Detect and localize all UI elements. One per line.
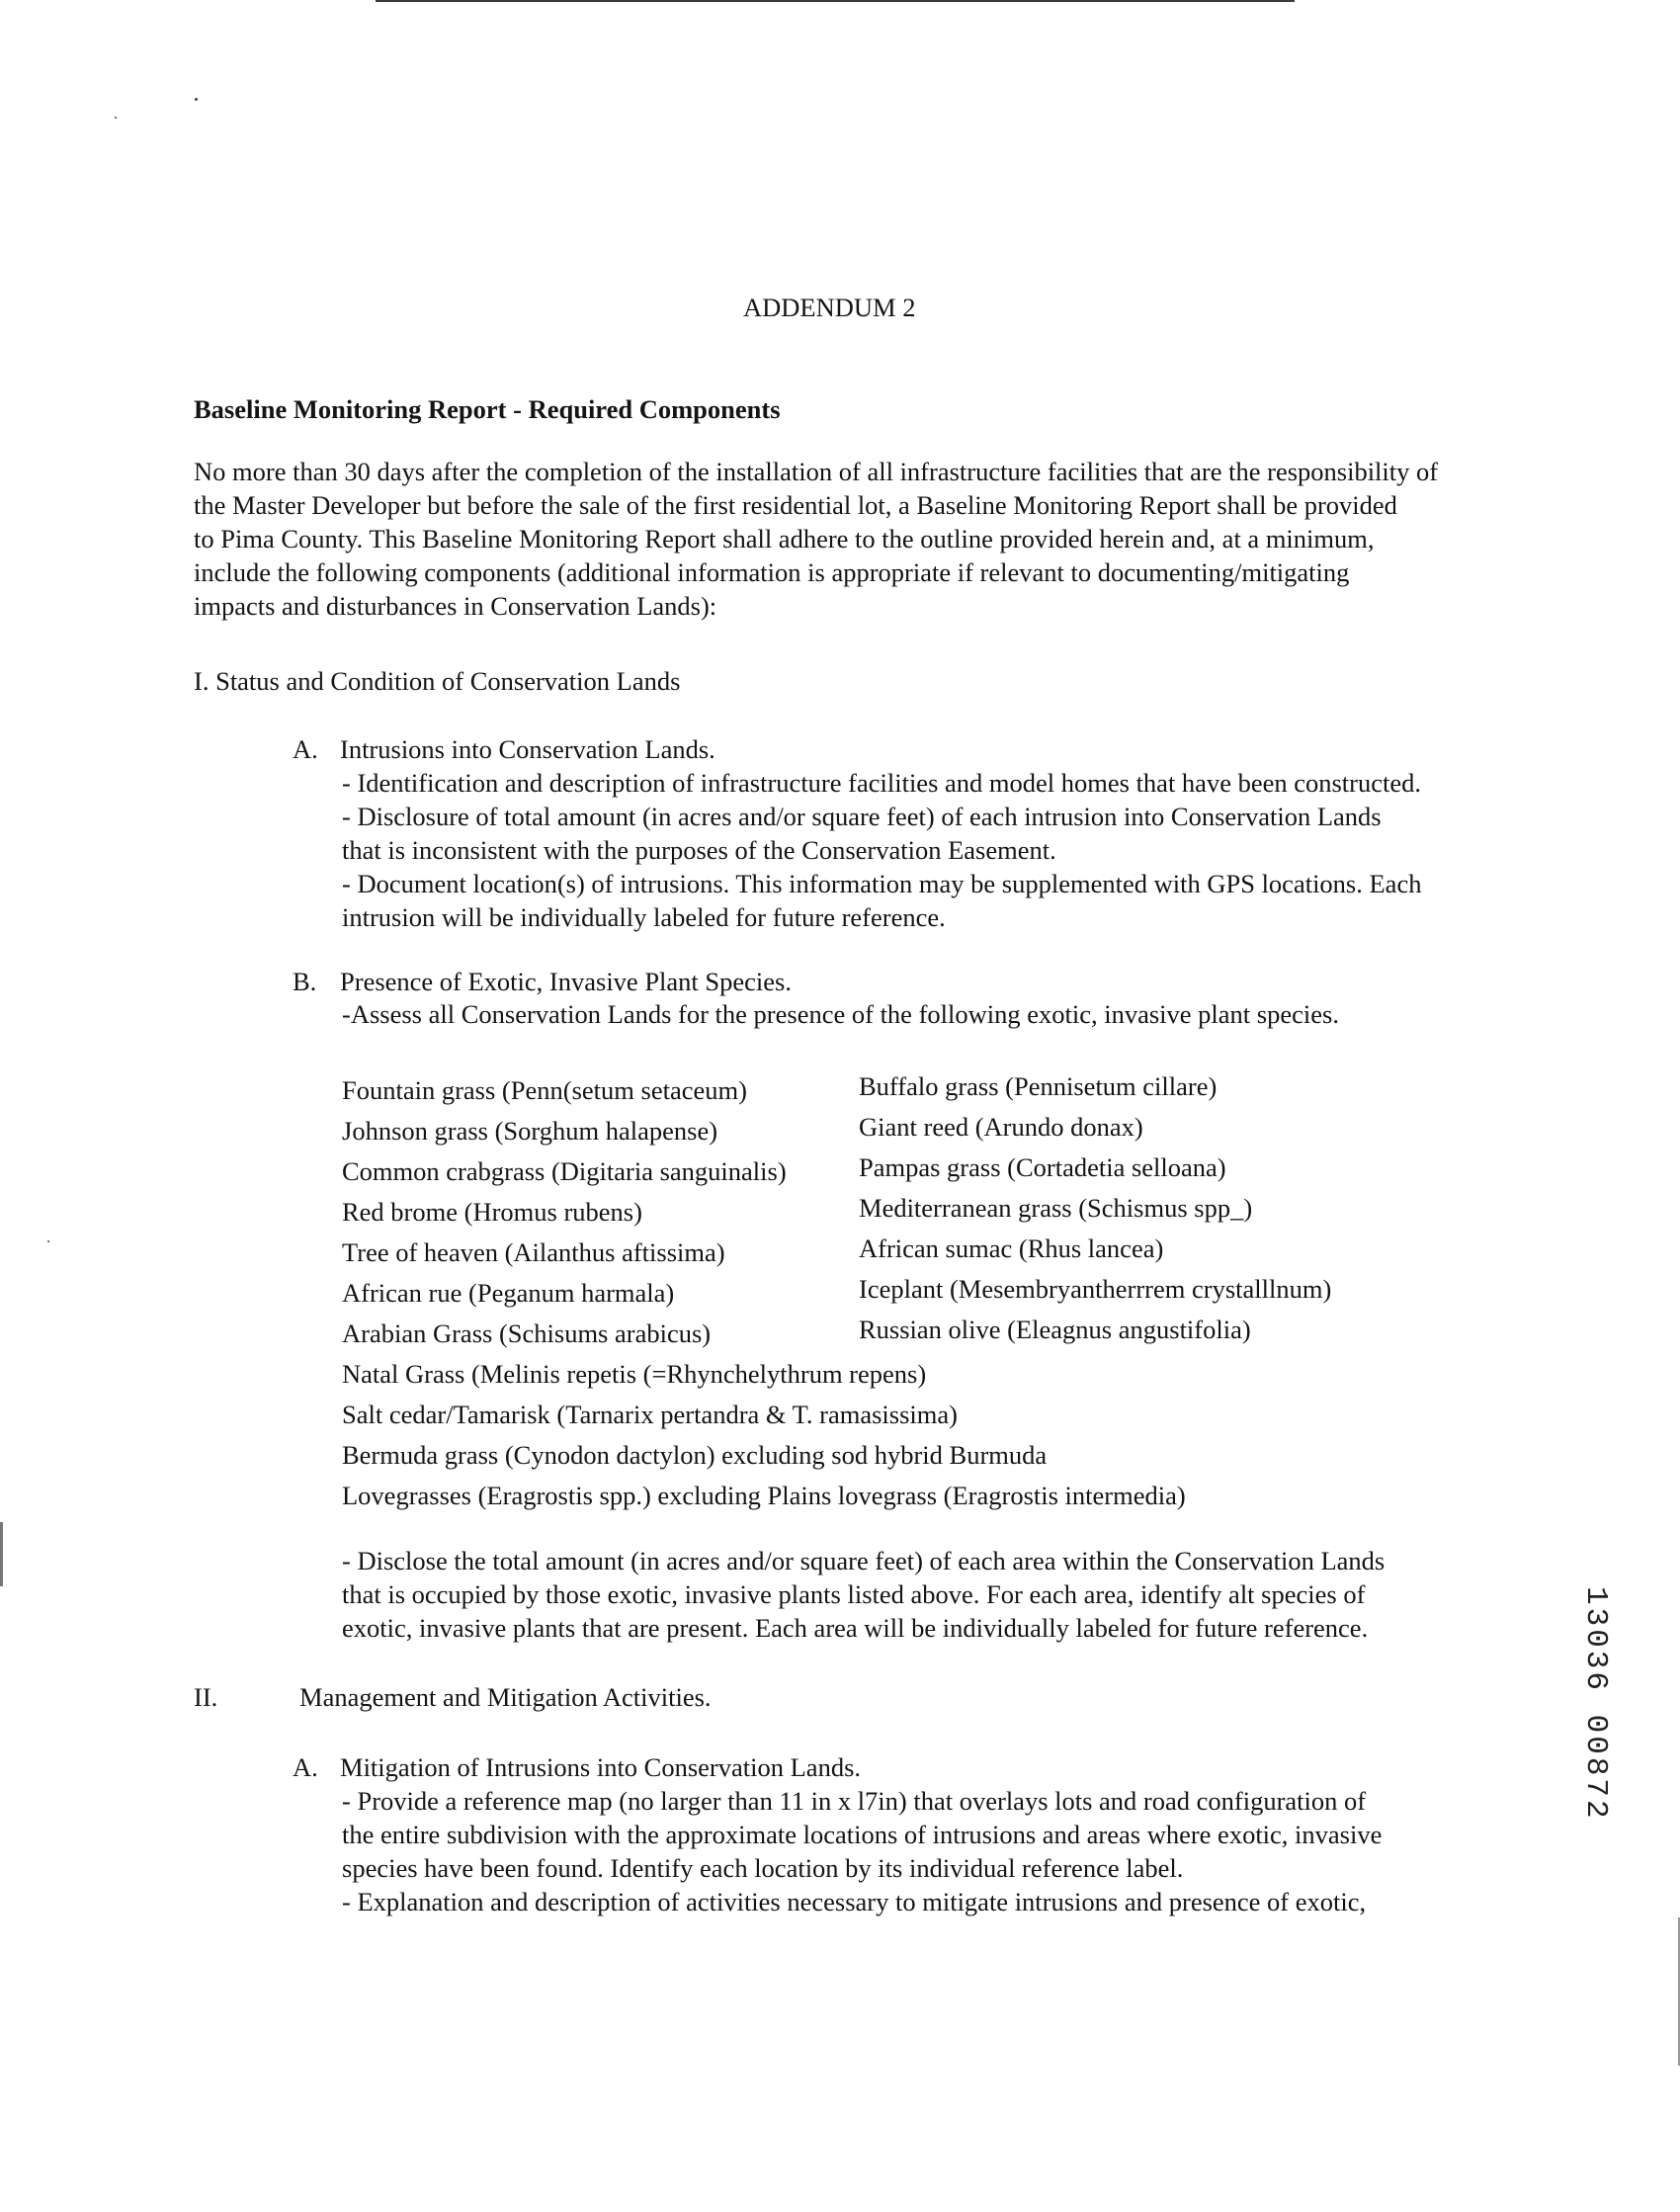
body-line: intrusion will be individually labeled for future reference. <box>342 902 946 932</box>
plant-list-column-2 <box>859 1069 1331 1353</box>
plant-list-item: Common crabgrass (Digitaria sanguinalis) <box>342 1156 787 1186</box>
plant-list-item: Lovegrasses (Eragrostis spp.) excluding Plains lovegrass (Eragrostis intermedia) <box>342 1481 1186 1510</box>
intro-line: the Master Developer but before the sale of the first residential lot, a Baseline Monitoring Report shall be provided <box>194 490 1397 520</box>
plant-list-item: Arabian Grass (Schisums arabicus) <box>342 1319 712 1348</box>
section-2-number: II. <box>194 1682 218 1712</box>
item-2a-heading <box>293 1750 861 1784</box>
body-line: exotic, invasive plants that are present. Each area will be individually labeled for future reference. <box>342 1613 1369 1643</box>
plant-list-item: Salt cedar/Tamarisk (Tarnarix pertandra & T. ramasissima) <box>342 1400 958 1429</box>
intro-line: impacts and disturbances in Conservation Lands): <box>194 591 717 621</box>
document-stamp-number: 13036 00872 <box>1578 1586 1613 1822</box>
plant-list-item: Pampas grass (Cortadetia selloana) <box>859 1152 1226 1182</box>
scan-top-rule <box>376 0 1295 2</box>
scan-left-edge-mark <box>0 1522 3 1586</box>
item-title: Presence of Exotic, Invasive Plant Species. <box>340 967 792 996</box>
body-line: - Identification and description of infrastructure facilities and model homes that have been constructed. <box>342 768 1421 798</box>
item-letter: B. <box>293 967 317 996</box>
intro-paragraph <box>194 455 1438 623</box>
body-line: - Explanation and description of activities necessary to mitigate intrusions and presence of exotic, <box>342 1887 1367 1916</box>
scan-speck <box>195 98 198 101</box>
plant-list-item: Russian olive (Eleagnus angustifolia) <box>859 1315 1251 1344</box>
plant-list-item: Bermuda grass (Cynodon dactylon) excluding sod hybrid Burmuda <box>342 1440 1048 1470</box>
intro-line: No more than 30 days after the completion of the installation of all infrastructure facilities that are the responsibility of <box>194 457 1439 486</box>
plant-list-item: African rue (Peganum harmala) <box>342 1278 675 1308</box>
item-1a-heading <box>293 732 715 766</box>
body-line: species have been found. Identify each location by its individual reference label. <box>342 1853 1184 1883</box>
intro-line: include the following components (additional information is appropriate if relevant to documenting/mitigating <box>194 557 1350 587</box>
item-title: Intrusions into Conservation Lands. <box>340 734 715 764</box>
section-2-title: Management and Mitigation Activities. <box>299 1682 712 1712</box>
plant-list-item: Natal Grass (Melinis repetis (=Rhynchelythrum repens) <box>342 1359 927 1389</box>
document-title: ADDENDUM 2 <box>743 293 916 322</box>
item-1b-intro: -Assess all Conservation Lands for the presence of the following exotic, invasive plant species. <box>342 999 1339 1029</box>
item-2a-body <box>342 1784 1382 1918</box>
body-line: - Provide a reference map (no larger than 11 in x l7in) that overlays lots and road configuration of <box>342 1786 1367 1816</box>
plant-list-item: Fountain grass (Penn(setum setaceum) <box>342 1075 747 1105</box>
plant-list-item: Giant reed (Arundo donax) <box>859 1112 1143 1142</box>
body-line: that is occupied by those exotic, invasive plants listed above. For each area, identify alt species of <box>342 1579 1366 1609</box>
body-line: - Document location(s) of intrusions. This information may be supplemented with GPS locations. Each <box>342 869 1422 898</box>
plant-list-item: Red brome (Hromus rubens) <box>342 1197 642 1227</box>
item-letter: A. <box>293 734 318 764</box>
body-line: - Disclose the total amount (in acres and/or square feet) of each area within the Conservation Lands <box>342 1546 1386 1575</box>
plant-list-item: African sumac (Rhus lancea) <box>859 1234 1164 1263</box>
body-line: - Disclosure of total amount (in acres and/or square feet) of each intrusion into Conservation Lands <box>342 802 1382 831</box>
intro-line: to Pima County. This Baseline Monitoring Report shall adhere to the outline provided herein and, at a minimum, <box>194 524 1375 553</box>
item-title: Mitigation of Intrusions into Conservation Lands. <box>340 1752 862 1782</box>
scan-speck <box>115 117 117 119</box>
scan-speck <box>47 1240 49 1242</box>
plant-list-item: Mediterranean grass (Schismus spp_) <box>859 1193 1253 1223</box>
plant-list-item: Tree of heaven (Ailanthus aftissima) <box>342 1237 725 1267</box>
item-1b-closing <box>342 1544 1385 1645</box>
item-1a-body <box>342 766 1421 934</box>
item-letter: A. <box>293 1752 318 1782</box>
section-heading: Baseline Monitoring Report - Required Components <box>194 394 781 424</box>
body-line: that is inconsistent with the purposes of the Conservation Easement. <box>342 835 1056 865</box>
plant-list-item: Johnson grass (Sorghum halapense) <box>342 1116 718 1146</box>
plant-list-item: Buffalo grass (Pennisetum cillare) <box>859 1071 1218 1101</box>
item-1b-heading <box>293 965 792 998</box>
plant-list-item: Iceplant (Mesembryantherrrem crystalllnum) <box>859 1274 1332 1304</box>
section-1-title: I. Status and Condition of Conservation Lands <box>194 666 681 696</box>
body-line: the entire subdivision with the approximate locations of intrusions and areas where exotic, invasive <box>342 1820 1383 1849</box>
